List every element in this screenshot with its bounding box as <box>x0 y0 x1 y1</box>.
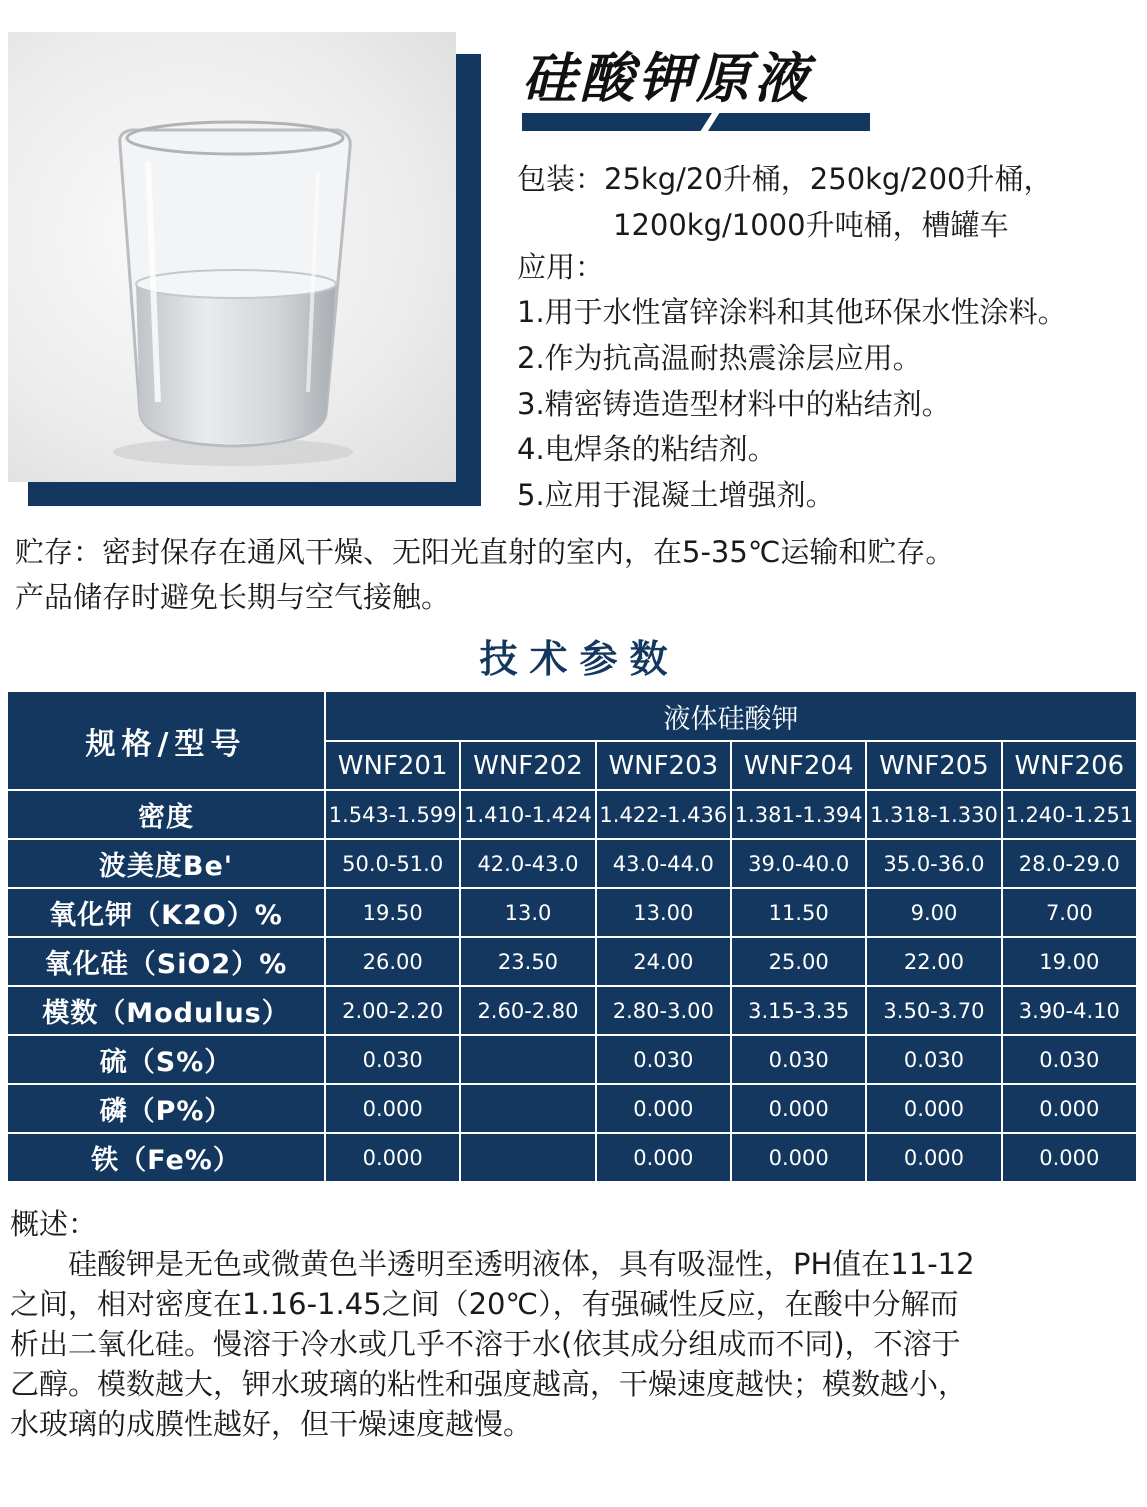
product-photo <box>8 32 456 482</box>
row-label-k2o: 氧化钾（K2O）% <box>7 888 325 937</box>
application-item: 2.作为抗高温耐热震涂层应用。 <box>517 341 922 375</box>
table-cell: 0.030 <box>596 1035 731 1084</box>
overview-line: 水玻璃的成膜性越好，但干燥速度越慢。 <box>10 1407 533 1441</box>
table-cell: 22.00 <box>866 937 1001 986</box>
table-cell: 43.0-44.0 <box>596 839 731 888</box>
packaging-line-1 <box>517 157 1052 198</box>
overview-label: 概述： <box>10 1207 98 1241</box>
overview-section <box>10 1204 1130 1444</box>
table-cell: 13.0 <box>460 888 595 937</box>
model-header: WNF206 <box>1002 741 1137 790</box>
table-cell: 39.0-40.0 <box>731 839 866 888</box>
table-cell: 0.030 <box>1002 1035 1137 1084</box>
row-label-sulfur: 硫（S%） <box>7 1035 325 1084</box>
table-cell: 25.00 <box>731 937 866 986</box>
table-row <box>7 1035 1137 1084</box>
glass-beaker-icon <box>8 32 456 482</box>
table-cell: 0.000 <box>866 1084 1001 1133</box>
model-header: WNF203 <box>596 741 731 790</box>
spec-table <box>6 690 1138 1183</box>
table-cell: 0.030 <box>325 1035 460 1084</box>
overview-line: 硅酸钾是无色或微黄色半透明至透明液体，具有吸湿性，PH值在11-12 <box>10 1247 975 1281</box>
table-cell: 3.50-3.70 <box>866 986 1001 1035</box>
product-title: 硅酸钾原液 <box>522 47 812 110</box>
section-title: 技术参数 <box>479 637 680 681</box>
table-cell: 0.030 <box>866 1035 1001 1084</box>
packaging-value-1: 25kg/20升桶，250kg/200升桶， <box>604 162 1053 196</box>
table-cell: 0.000 <box>866 1133 1001 1182</box>
model-header: WNF204 <box>731 741 866 790</box>
overview-line: 之间，相对密度在1.16-1.45之间（20℃），有强碱性反应，在酸中分解而 <box>10 1287 959 1321</box>
title-underline-left <box>522 113 712 131</box>
table-cell <box>460 1084 595 1133</box>
row-label-iron: 铁（Fe%） <box>7 1133 325 1182</box>
table-cell: 42.0-43.0 <box>460 839 595 888</box>
table-cell: 24.00 <box>596 937 731 986</box>
application-item: 4.电焊条的粘结剂。 <box>517 432 777 466</box>
table-cell: 3.90-4.10 <box>1002 986 1137 1035</box>
group-header: 液体硅酸钾 <box>325 691 1137 741</box>
model-header: WNF205 <box>866 741 1001 790</box>
application-label: 应用： <box>517 250 605 284</box>
row-label-density: 密度 <box>7 790 325 839</box>
table-cell: 11.50 <box>731 888 866 937</box>
table-cell: 1.410-1.424 <box>460 790 595 839</box>
model-header: WNF201 <box>325 741 460 790</box>
table-cell: 19.50 <box>325 888 460 937</box>
table-cell: 50.0-51.0 <box>325 839 460 888</box>
table-cell: 1.543-1.599 <box>325 790 460 839</box>
table-row <box>7 790 1137 839</box>
table-cell: 0.000 <box>1002 1133 1137 1182</box>
packaging-label: 包装： <box>517 162 605 196</box>
table-cell: 28.0-29.0 <box>1002 839 1137 888</box>
storage-line-1: 贮存：密封保存在通风干燥、无阳光直射的室内，在5-35℃运输和贮存。 <box>15 535 955 569</box>
spec-model-header: 规格/型号 <box>7 691 325 790</box>
table-cell: 1.318-1.330 <box>866 790 1001 839</box>
table-row <box>7 937 1137 986</box>
table-row <box>7 839 1137 888</box>
table-cell <box>460 1133 595 1182</box>
table-cell: 7.00 <box>1002 888 1137 937</box>
row-label-sio2: 氧化硅（SiO2）% <box>7 937 325 986</box>
table-cell: 0.000 <box>731 1084 866 1133</box>
table-cell: 26.00 <box>325 937 460 986</box>
table-cell: 19.00 <box>1002 937 1137 986</box>
application-item: 1.用于水性富锌涂料和其他环保水性涂料。 <box>517 295 1067 329</box>
table-row <box>7 888 1137 937</box>
table-cell: 3.15-3.35 <box>731 986 866 1035</box>
application-item: 3.精密铸造造型材料中的粘结剂。 <box>517 387 951 421</box>
table-cell: 1.422-1.436 <box>596 790 731 839</box>
table-cell: 0.000 <box>325 1133 460 1182</box>
table-cell: 1.381-1.394 <box>731 790 866 839</box>
table-row <box>7 986 1137 1035</box>
table-cell: 35.0-36.0 <box>866 839 1001 888</box>
table-cell: 0.000 <box>596 1084 731 1133</box>
model-header: WNF202 <box>460 741 595 790</box>
table-cell: 0.000 <box>596 1133 731 1182</box>
row-label-phosphorus: 磷（P%） <box>7 1084 325 1133</box>
table-cell: 0.000 <box>1002 1084 1137 1133</box>
table-cell: 0.030 <box>731 1035 866 1084</box>
table-cell: 2.60-2.80 <box>460 986 595 1035</box>
table-cell: 9.00 <box>866 888 1001 937</box>
storage-line-2: 产品储存时避免长期与空气接触。 <box>15 580 451 614</box>
table-cell: 2.00-2.20 <box>325 986 460 1035</box>
row-label-modulus: 模数（Modulus） <box>7 986 325 1035</box>
table-row <box>7 1133 1137 1182</box>
overview-line: 乙醇。模数越大，钾水玻璃的粘性和强度越高，干燥速度越快；模数越小， <box>10 1367 968 1401</box>
table-cell: 0.000 <box>731 1133 866 1182</box>
title-underline-right <box>708 113 870 131</box>
table-cell: 0.000 <box>325 1084 460 1133</box>
table-cell: 23.50 <box>460 937 595 986</box>
table-cell: 13.00 <box>596 888 731 937</box>
table-cell <box>460 1035 595 1084</box>
packaging-line-2: 1200kg/1000升吨桶，槽罐车 <box>613 208 1009 242</box>
table-cell: 1.240-1.251 <box>1002 790 1137 839</box>
application-item: 5.应用于混凝土增强剂。 <box>517 478 835 512</box>
table-cell: 2.80-3.00 <box>596 986 731 1035</box>
row-label-baume: 波美度Be' <box>7 839 325 888</box>
overview-line: 析出二氧化硅。慢溶于冷水或几乎不溶于水(依其成分组成而不同)，不溶于 <box>10 1327 961 1361</box>
table-row <box>7 1084 1137 1133</box>
